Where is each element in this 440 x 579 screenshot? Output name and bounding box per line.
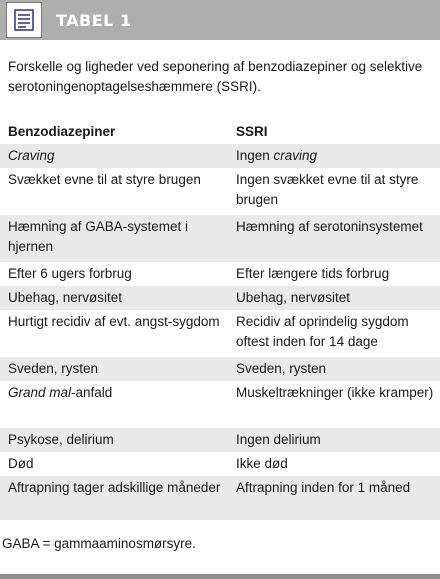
bottom-rule (0, 574, 440, 579)
table-row (0, 381, 440, 428)
table-row (0, 452, 440, 476)
cell-ssri: Ubehag, nervøsitet (236, 290, 351, 305)
cell-benzo: Ubehag, nervøsitet (8, 290, 123, 305)
cell-ssri: Sveden, rysten (236, 361, 327, 376)
table-caption: Forskelle og ligheder ved seponering af benzodiazepiner og selektive serotoningenoptagelseshæmmere (SSRI). (8, 59, 423, 94)
cell-benzo: Efter 6 ugers forbrug (8, 266, 132, 281)
table-header-row (0, 119, 440, 144)
cell-ssri: Ingen svækket evne til at styre brugen (236, 172, 419, 207)
table-row (0, 310, 440, 357)
table-row (0, 428, 440, 452)
column-header-ssri: SSRI (236, 124, 268, 139)
table-header-bar (0, 0, 440, 40)
cell-benzo: Hæmning af GABA-systemet i hjernen (8, 219, 189, 254)
document-list-icon (6, 2, 42, 38)
column-header-benzodiazepiner: Benzodiazepiner (8, 124, 116, 139)
table-footnote: GABA = gammaaminosmørsyre. (2, 536, 196, 551)
cell-benzo: Svækket evne til at styre brugen (8, 172, 201, 187)
table-row (0, 262, 440, 286)
cell-ssri: Hæmning af serotoninsystemet (236, 219, 423, 234)
cell-ssri: Muskeltrækninger (ikke kramper) (236, 385, 434, 400)
cell-ssri: Recidiv af oprindelig sygdom oftest inden for 14 dage (236, 314, 409, 349)
table-row (0, 286, 440, 310)
table-row (0, 357, 440, 381)
table-row (0, 144, 440, 168)
cell-ssri-italic: craving (273, 148, 318, 163)
cell-benzo: Craving (8, 148, 55, 163)
cell-benzo: Hurtigt recidiv af evt. angst-sygdom (8, 314, 220, 329)
table-row (0, 168, 440, 215)
table-row (0, 215, 440, 262)
cell-benzo (0, 383, 228, 428)
cell-benzo-text: -anfald (71, 385, 113, 400)
cell-ssri: Aftrapning inden for 1 måned (236, 480, 411, 495)
table-row (0, 476, 440, 520)
cell-ssri (228, 146, 440, 168)
cell-ssri-text: Ingen (236, 148, 274, 163)
cell-benzo: Sveden, rysten (8, 361, 99, 376)
cell-ssri: Ikke død (236, 456, 288, 471)
comparison-table (0, 119, 440, 520)
cell-benzo: Aftrapning tager adskillige måneder (8, 480, 221, 495)
table-title: TABEL 1 (56, 10, 132, 30)
cell-benzo-italic: Grand mal (8, 385, 72, 400)
cell-ssri: Ingen delirium (236, 432, 321, 447)
cell-benzo: Død (8, 456, 34, 471)
cell-ssri: Efter længere tids forbrug (236, 266, 390, 281)
cell-benzo: Psykose, delirium (8, 432, 114, 447)
